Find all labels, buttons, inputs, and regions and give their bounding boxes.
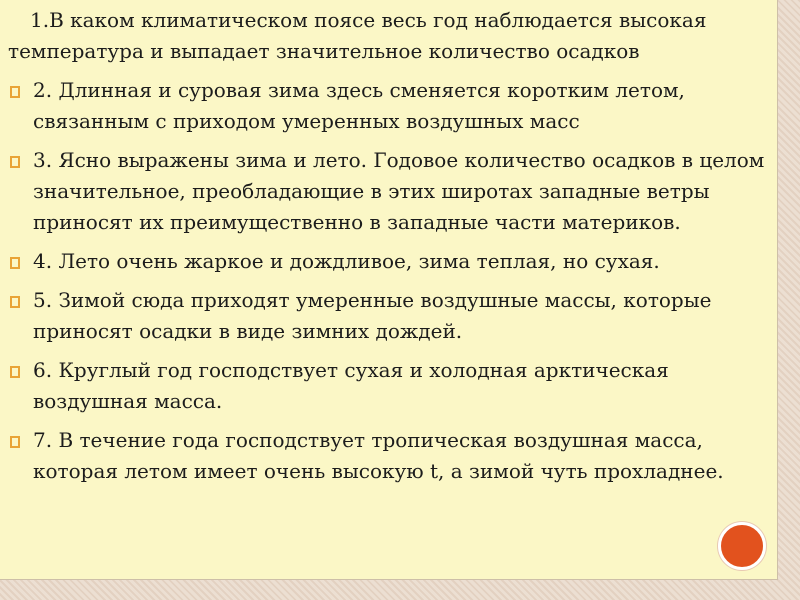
square-bullet-icon	[10, 366, 20, 378]
list-item-text: 2. Длинная и суровая зима здесь сменяется коротким летом, связанным с приходом умеренных воздушных масс	[33, 78, 685, 133]
list-item	[8, 145, 773, 238]
list-item-text: 7. В течение года господствует тропическая воздушная масса, которая летом имеет очень высокую t, а зимой чуть прохладнее.	[33, 428, 724, 483]
square-bullet-icon	[10, 296, 20, 308]
square-bullet-icon	[10, 436, 20, 448]
list-item	[8, 355, 773, 417]
list-item	[8, 285, 773, 347]
list-item	[8, 246, 773, 277]
answer-list	[8, 75, 773, 487]
list-item	[8, 425, 773, 487]
slide-body	[8, 5, 773, 487]
list-item-text: 3. Ясно выражены зима и лето. Годовое количество осадков в целом значительное, преобладающие в этих широтах западные ветры приносят их преимущественно в западные части материков.	[33, 148, 765, 234]
question-text: 1.В каком климатическом поясе весь год наблюдается высокая температура и выпадает значительное количество осадков	[8, 8, 707, 63]
orange-circle-decoration	[718, 522, 766, 570]
square-bullet-icon	[10, 257, 20, 269]
list-item-text: 4. Лето очень жаркое и дождливое, зима теплая, но сухая.	[33, 249, 660, 273]
list-item	[8, 75, 773, 137]
list-item-text: 5. Зимой сюда приходят умеренные воздушные массы, которые приносят осадки в виде зимних дождей.	[33, 288, 712, 343]
list-item-text: 6. Круглый год господствует сухая и холодная арктическая воздушная масса.	[33, 358, 669, 413]
square-bullet-icon	[10, 86, 20, 98]
square-bullet-icon	[10, 156, 20, 168]
